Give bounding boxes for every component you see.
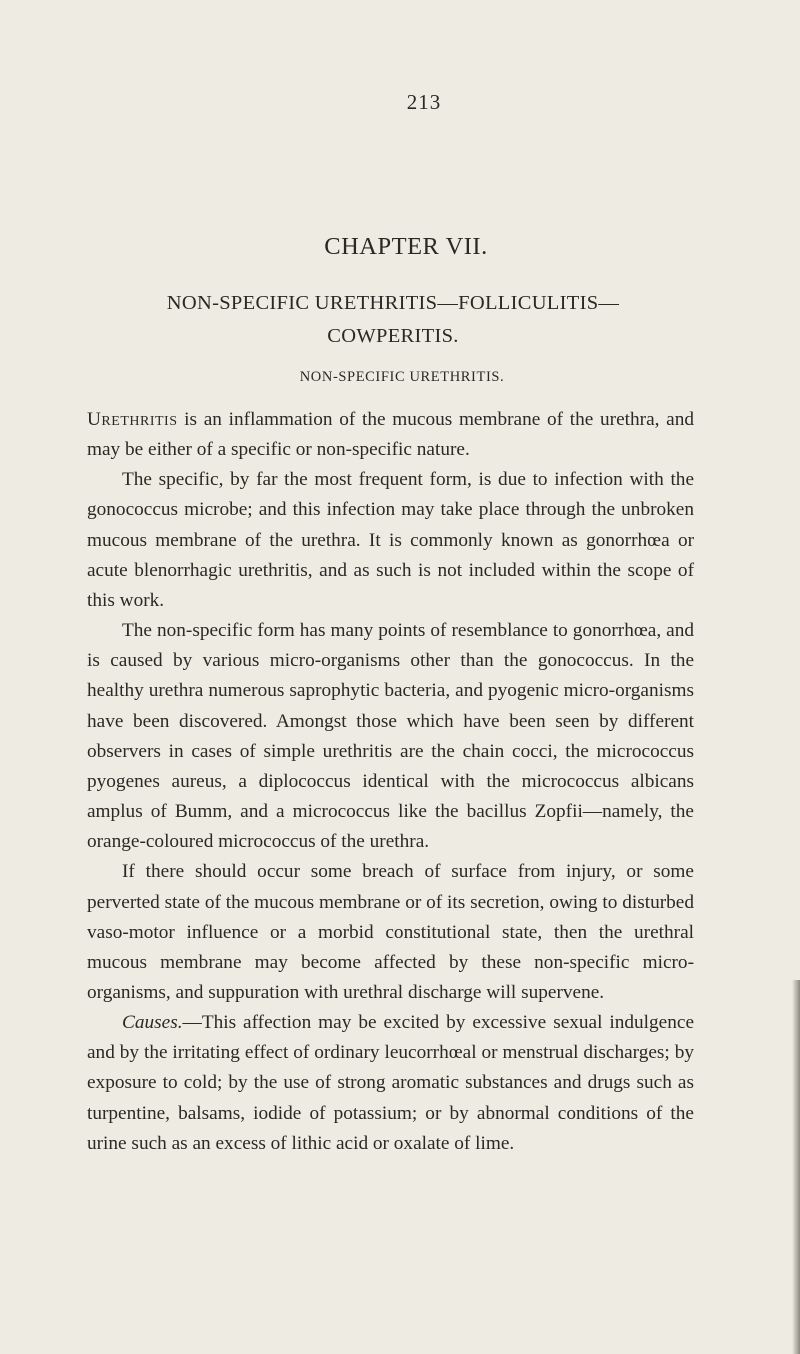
paragraph-lead-term: Causes. — [122, 1012, 183, 1034]
page-edge-shadow — [792, 980, 800, 1354]
paragraph-non-specific-form — [87, 616, 694, 857]
page-number: 213 — [406, 90, 442, 114]
paragraph-text: The non-specific form has many points of resemblance to gonorrhœa, and is caused by various micro-organisms other than the gonococcus. In the healthy urethra numerous saprophytic bacteria, and pyogenic micro-organisms have been discovered. Amongst those which have been seen by different observers in cases of simple urethritis are the chain cocci, the micrococcus pyogenes aureus, a diplococcus identical with the micrococcus albicans amplus of Bumm, and a micrococcus like the bacillus Zopfii—namely, the orange-coloured micrococcus of the urethra. — [87, 620, 694, 853]
paragraph-lead-term: Urethritis — [87, 409, 178, 430]
body-text — [87, 405, 694, 1159]
paragraph-text: The specific, by far the most frequent form, is due to infection with the gonococcus microbe; and this infection may take place through the unbroken mucous membrane of the urethra. It is commonly known as gonorrhœa or acute blenorrhagic urethritis, and as such is not included within the scope of this work. — [87, 469, 694, 611]
paragraph-specific-form — [87, 465, 694, 616]
paragraph-breach-of-surface — [87, 857, 694, 1008]
paragraph-definition — [87, 405, 694, 465]
chapter-title: NON-SPECIFIC URETHRITIS—FOLLICULITIS—COWPERITIS. — [166, 292, 620, 347]
section-heading: NON-SPECIFIC URETHRITIS. — [299, 369, 505, 385]
paragraph-text: If there should occur some breach of surface from injury, or some perverted state of the mucous membrane or of its secretion, owing to disturbed vaso-motor influence or a morbid constitutional state, then the urethral mucous membrane may become affected by these non-specific micro-organisms, and suppuration with urethral discharge will supervene. — [87, 861, 694, 1003]
chapter-heading: CHAPTER VII. — [324, 233, 488, 260]
paragraph-text: —This affection may be excited by excessive sexual indulgence and by the irritating effect of ordinary leucorrhœal or menstrual discharges; by exposure to cold; by the use of strong aromatic substances and drugs such as turpentine, balsams, iodide of potassium; or by abnormal conditions of the urine such as an excess of lithic acid or oxalate of lime. — [87, 1012, 694, 1154]
paragraph-text: is an inflammation of the mucous membrane of the urethra, and may be either of a specific or non-specific nature. — [87, 409, 694, 461]
paragraph-causes — [87, 1008, 694, 1159]
